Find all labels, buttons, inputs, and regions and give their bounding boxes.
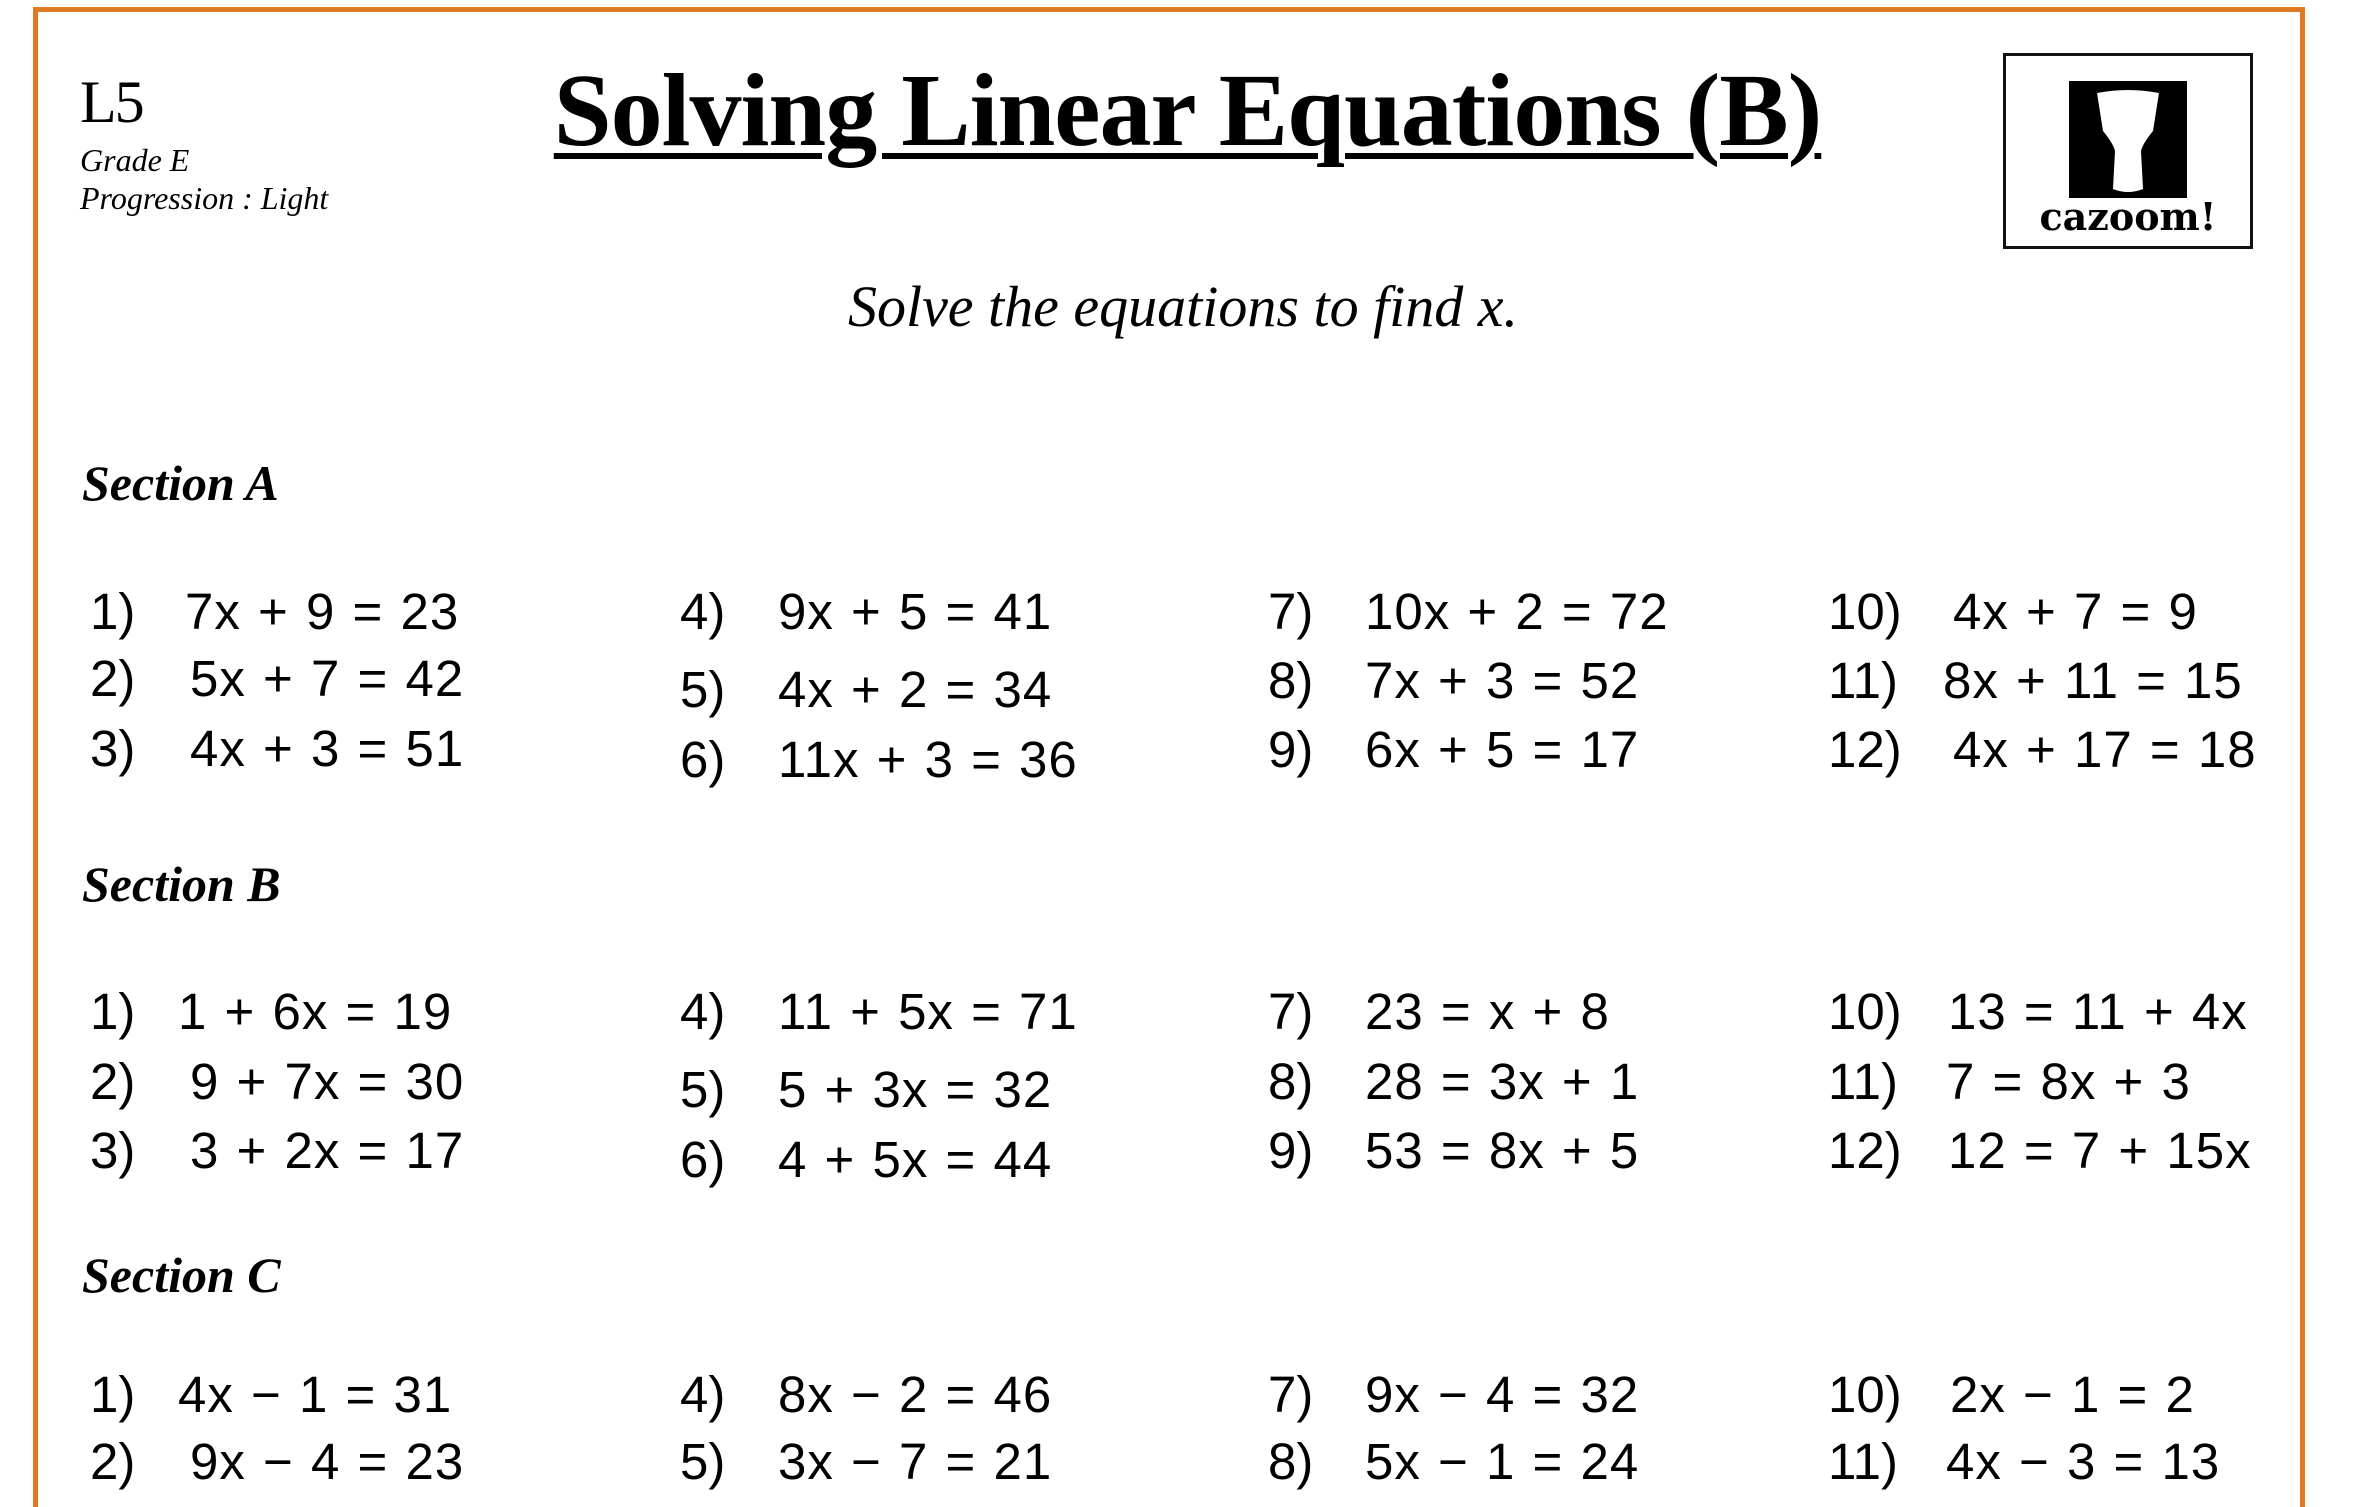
equation: 11 + 5x = 71 xyxy=(778,983,1078,1040)
equation: 7 = 8x + 3 xyxy=(1946,1053,2191,1110)
equation: 9 + 7x = 30 xyxy=(190,1053,465,1110)
instructions: Solve the equations to find x. xyxy=(847,274,1519,339)
section-b-heading: Section B xyxy=(82,856,281,912)
grade-label: Grade E xyxy=(80,142,190,178)
equation: 4 + 5x = 44 xyxy=(778,1131,1053,1188)
equation: 53 = 8x + 5 xyxy=(1365,1122,1640,1179)
equation: 3 + 2x = 17 xyxy=(190,1122,465,1179)
logo-text: cazoom! xyxy=(2039,194,2217,239)
equation: 4x + 3 = 51 xyxy=(190,720,465,777)
equation: 4x + 17 = 18 xyxy=(1953,721,2257,778)
djembe-drum-icon xyxy=(2069,81,2187,198)
equation: 5x − 1 = 24 xyxy=(1365,1433,1640,1490)
equation: 6x + 5 = 17 xyxy=(1365,721,1640,778)
equation: 11x + 3 = 36 xyxy=(778,731,1078,788)
equation: 8x + 11 = 15 xyxy=(1943,652,2243,709)
equation: 5 + 3x = 32 xyxy=(778,1061,1053,1118)
equation: 4x + 2 = 34 xyxy=(778,661,1053,718)
equation: 23 = x + 8 xyxy=(1365,983,1610,1040)
equation: 9x − 4 = 23 xyxy=(190,1433,465,1490)
equation: 1 + 6x = 19 xyxy=(178,983,453,1040)
level-label: L5 xyxy=(80,69,143,135)
equation: 7x + 3 = 52 xyxy=(1365,652,1640,709)
equation: 5x + 7 = 42 xyxy=(190,650,465,707)
equation: 4x + 7 = 9 xyxy=(1953,583,2198,640)
equation: 4x − 1 = 31 xyxy=(178,1366,453,1423)
equation: 9x − 4 = 32 xyxy=(1365,1366,1640,1423)
section-c-heading: Section C xyxy=(82,1247,281,1303)
page-title: Solving Linear Equations (B) xyxy=(553,53,1822,168)
equation: 4x − 3 = 13 xyxy=(1946,1433,2221,1490)
equation: 28 = 3x + 1 xyxy=(1365,1053,1640,1110)
section-a-heading: Section A xyxy=(82,455,279,511)
equation: 10x + 2 = 72 xyxy=(1365,583,1669,640)
cazoom-logo xyxy=(2003,53,2253,249)
equation: 3x − 7 = 21 xyxy=(778,1433,1053,1490)
equation: 2x − 1 = 2 xyxy=(1950,1366,2195,1423)
equation: 12 = 7 + 15x xyxy=(1948,1122,2252,1179)
progression-label: Progression : Light xyxy=(80,180,329,216)
equation: 13 = 11 + 4x xyxy=(1948,983,2248,1040)
equation: 7x + 9 = 23 xyxy=(185,583,460,640)
equation: 9x + 5 = 41 xyxy=(778,583,1053,640)
equation: 8x − 2 = 46 xyxy=(778,1366,1053,1423)
